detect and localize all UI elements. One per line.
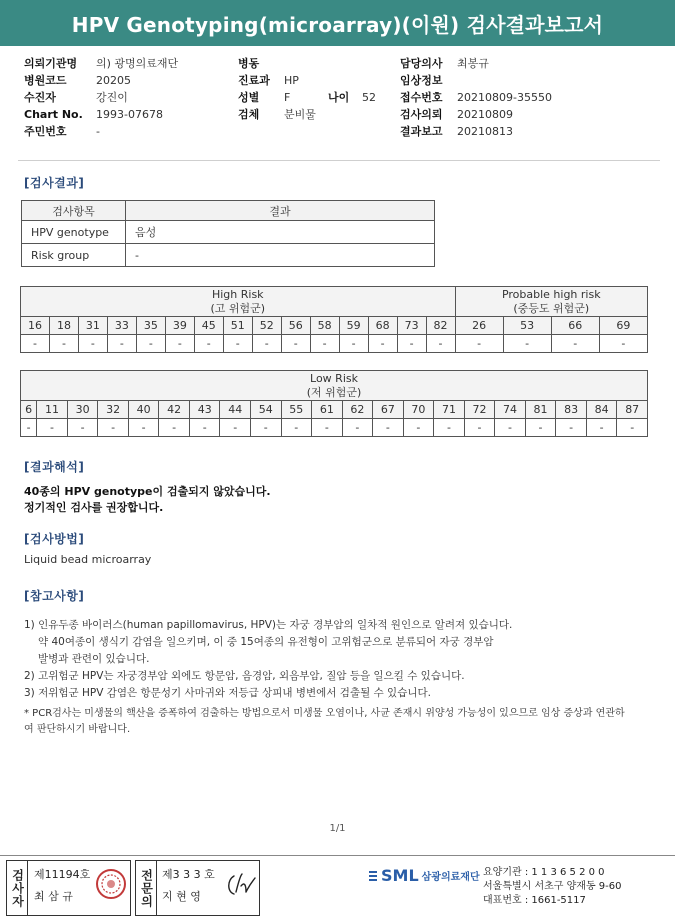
genotype-value-cell: - bbox=[252, 335, 281, 353]
info-col3 bbox=[400, 55, 552, 140]
genotype-type-cell: 40 bbox=[128, 401, 159, 419]
note-line: 약 40여종이 생식기 감염을 일으키며, 이 중 15여종의 유전형이 고위험군으로 분류되어 자궁 경부암 bbox=[38, 636, 494, 648]
label-receipt-no: 접수번호 bbox=[400, 91, 443, 104]
genotype-value-cell: - bbox=[194, 335, 223, 353]
low-risk-table bbox=[20, 370, 648, 437]
label-patient: 수진자 bbox=[24, 91, 56, 104]
label-resident-no: 주민번호 bbox=[24, 125, 67, 138]
genotype-type-cell: 74 bbox=[495, 401, 526, 419]
genotype-type-cell: 53 bbox=[503, 317, 551, 335]
genotype-type-cell: 72 bbox=[464, 401, 495, 419]
probable-risk-group-header bbox=[455, 287, 647, 317]
value-report-date: 20210813 bbox=[457, 125, 513, 138]
genotype-value-cell: - bbox=[342, 419, 373, 437]
high-risk-group-header bbox=[21, 287, 456, 317]
specialist-info bbox=[162, 866, 215, 906]
method-text: Liquid bead microarray bbox=[24, 553, 152, 566]
genotype-value-cell: - bbox=[599, 335, 647, 353]
row-result: 음성 bbox=[126, 221, 435, 244]
genotype-value-cell: - bbox=[21, 419, 37, 437]
info-col1 bbox=[24, 55, 178, 140]
interpretation-text bbox=[24, 484, 271, 516]
genotype-type-cell: 18 bbox=[49, 317, 78, 335]
genotype-value-cell: - bbox=[339, 335, 368, 353]
label-request-date: 검사의뢰 bbox=[400, 108, 443, 121]
genotype-value-cell: - bbox=[128, 419, 159, 437]
genotype-value-cell: - bbox=[21, 335, 50, 353]
label-sex: 성별 bbox=[238, 91, 260, 104]
genotype-type-cell: 70 bbox=[403, 401, 434, 419]
genotype-value-cell: - bbox=[426, 335, 455, 353]
genotype-type-cell: 51 bbox=[223, 317, 252, 335]
info-divider bbox=[18, 160, 660, 161]
contact-info bbox=[483, 866, 622, 908]
label-chart-no: Chart No. bbox=[24, 108, 83, 121]
genotype-value-cell: - bbox=[556, 419, 587, 437]
note-line: 발병과 관련이 있습니다. bbox=[38, 653, 150, 665]
specialist-name: 지 현 영 bbox=[162, 890, 201, 903]
value-receipt-no: 20210809-35550 bbox=[457, 91, 552, 104]
logo-name: 삼광의료재단 bbox=[421, 872, 480, 883]
specialist-tag-text: 전문의 bbox=[139, 868, 154, 908]
genotype-value-cell: - bbox=[495, 419, 526, 437]
genotype-value-cell: - bbox=[434, 419, 465, 437]
genotype-type-cell: 16 bbox=[21, 317, 50, 335]
examiner-tag-text: 검사자 bbox=[10, 868, 25, 908]
genotype-value-cell: - bbox=[107, 335, 136, 353]
section-interpretation-title: [결과해석] bbox=[24, 460, 85, 474]
genotype-type-cell: 68 bbox=[368, 317, 397, 335]
specialist-tag bbox=[135, 860, 157, 916]
genotype-type-row bbox=[21, 401, 648, 419]
contact-line: 대표번호 : 1661-5117 bbox=[483, 895, 586, 906]
row-result: - bbox=[126, 244, 435, 267]
genotype-type-cell: 83 bbox=[556, 401, 587, 419]
high-risk-title: High Risk bbox=[211, 287, 264, 301]
genotype-type-cell: 71 bbox=[434, 401, 465, 419]
label-department: 진료과 bbox=[238, 74, 270, 87]
section-method-title: [검사방법] bbox=[24, 532, 85, 546]
note-line: 1) 인유두종 바이러스(human papillomavirus, HPV)는 자궁 경부암의 일차적 원인으로 알려져 있습니다. bbox=[24, 619, 513, 631]
genotype-value-cell: - bbox=[551, 335, 599, 353]
genotype-value-row bbox=[21, 335, 648, 353]
label-institution: 의뢰기관명 bbox=[24, 57, 78, 70]
report-title: HPV Genotyping(microarray)(이원) 검사결과보고서 bbox=[0, 0, 675, 46]
genotype-type-cell: 26 bbox=[455, 317, 503, 335]
genotype-value-cell: - bbox=[98, 419, 129, 437]
page-number: 1/1 bbox=[329, 823, 346, 834]
value-hospital-code: 20205 bbox=[96, 74, 131, 87]
genotype-type-cell: 58 bbox=[310, 317, 339, 335]
genotype-type-cell: 55 bbox=[281, 401, 312, 419]
genotype-value-cell: - bbox=[503, 335, 551, 353]
result-header-row bbox=[22, 201, 435, 221]
probable-risk-subtitle: (중등도 위험군) bbox=[513, 301, 590, 315]
genotype-value-cell: - bbox=[78, 335, 107, 353]
specialist-license: 제3 3 3 호 bbox=[162, 868, 215, 881]
genotype-value-row bbox=[21, 419, 648, 437]
genotype-value-cell: - bbox=[368, 335, 397, 353]
note-line: 3) 저위험군 HPV 감염은 항문성기 사마귀와 저등급 상피내 병변에서 검출될 수 있습니다. bbox=[24, 687, 431, 699]
genotype-type-cell: 42 bbox=[159, 401, 190, 419]
genotype-value-cell: - bbox=[165, 335, 194, 353]
genotype-type-cell: 66 bbox=[551, 317, 599, 335]
examiner-info bbox=[34, 866, 90, 906]
genotype-type-cell: 82 bbox=[426, 317, 455, 335]
value-resident-no: - bbox=[96, 125, 100, 138]
genotype-type-cell: 32 bbox=[98, 401, 129, 419]
genotype-value-cell: - bbox=[251, 419, 282, 437]
examiner-name: 최 삼 규 bbox=[34, 890, 73, 903]
high-risk-table bbox=[20, 286, 648, 353]
genotype-type-cell: 56 bbox=[281, 317, 310, 335]
genotype-value-cell: - bbox=[136, 335, 165, 353]
value-request-date: 20210809 bbox=[457, 108, 513, 121]
genotype-value-cell: - bbox=[189, 419, 220, 437]
genotype-value-cell: - bbox=[310, 335, 339, 353]
row-item: HPV genotype bbox=[22, 221, 126, 244]
genotype-type-cell: 33 bbox=[107, 317, 136, 335]
value-patient: 강진이 bbox=[96, 91, 128, 104]
genotype-value-cell: - bbox=[220, 419, 251, 437]
label-doctor: 담당의사 bbox=[400, 57, 443, 70]
value-institution: 의) 광명의료재단 bbox=[96, 57, 179, 70]
genotype-type-cell: 52 bbox=[252, 317, 281, 335]
genotype-type-row bbox=[21, 317, 648, 335]
pcr-note: * PCR검사는 미생물의 핵산을 증폭하여 검출하는 방법으로서 미생물 오염이나, 사균 존재시 위양성 가능성이 있으므로 임상 증상과 연관하여 판단하시기 바랍니다. bbox=[24, 708, 625, 735]
value-age: 52 bbox=[362, 91, 376, 104]
genotype-type-cell: 81 bbox=[525, 401, 556, 419]
genotype-value-cell: - bbox=[586, 419, 617, 437]
genotype-value-cell: - bbox=[464, 419, 495, 437]
examiner-license: 제11194호 bbox=[34, 868, 91, 881]
interpretation-line: 40종의 HPV genotype이 검출되지 않았습니다. bbox=[24, 485, 271, 498]
genotype-value-cell: - bbox=[159, 419, 190, 437]
logo-text: SML bbox=[381, 866, 419, 885]
value-department: HP bbox=[284, 74, 299, 87]
value-sex: F bbox=[284, 91, 291, 104]
genotype-type-cell: 59 bbox=[339, 317, 368, 335]
contact-line: 서울특별시 서초구 양재동 9-60 bbox=[483, 881, 622, 892]
genotype-type-cell: 45 bbox=[194, 317, 223, 335]
label-report-date: 결과보고 bbox=[400, 125, 443, 138]
genotype-value-cell: - bbox=[281, 419, 312, 437]
genotype-type-cell: 73 bbox=[397, 317, 426, 335]
signature-icon bbox=[224, 870, 258, 898]
sml-logo-icon bbox=[367, 869, 379, 883]
genotype-type-cell: 30 bbox=[67, 401, 98, 419]
probable-risk-title: Probable high risk bbox=[501, 287, 601, 301]
genotype-value-cell: - bbox=[373, 419, 404, 437]
genotype-type-cell: 69 bbox=[599, 317, 647, 335]
genotype-value-cell: - bbox=[49, 335, 78, 353]
header-result: 결과 bbox=[126, 201, 435, 221]
genotype-value-cell: - bbox=[397, 335, 426, 353]
interpretation-line: 정기적인 검사를 권장합니다. bbox=[24, 501, 164, 514]
genotype-type-cell: 31 bbox=[78, 317, 107, 335]
genotype-value-cell: - bbox=[403, 419, 434, 437]
label-ward: 병동 bbox=[238, 57, 260, 70]
genotype-value-cell: - bbox=[67, 419, 98, 437]
sml-logo bbox=[367, 866, 480, 885]
high-risk-subtitle: (고 위험군) bbox=[210, 301, 266, 315]
genotype-value-cell: - bbox=[37, 419, 68, 437]
row-item: Risk group bbox=[22, 244, 126, 267]
label-hospital-code: 병원코드 bbox=[24, 74, 67, 87]
table-row bbox=[22, 244, 435, 267]
genotype-type-cell: 39 bbox=[165, 317, 194, 335]
value-specimen: 분비물 bbox=[284, 108, 316, 121]
table-row bbox=[22, 221, 435, 244]
notes-list bbox=[24, 617, 512, 702]
label-age: 나이 bbox=[328, 91, 350, 104]
genotype-value-cell: - bbox=[525, 419, 556, 437]
value-doctor: 최봉규 bbox=[457, 57, 489, 70]
label-clinical-info: 임상정보 bbox=[400, 74, 443, 87]
footer-divider bbox=[0, 855, 675, 856]
genotype-type-cell: 35 bbox=[136, 317, 165, 335]
genotype-type-cell: 43 bbox=[189, 401, 220, 419]
note-line: 2) 고위험군 HPV는 자궁경부암 외에도 항문암, 음경암, 외음부암, 질암 등을 일으킬 수 있습니다. bbox=[24, 670, 465, 682]
examiner-tag bbox=[6, 860, 28, 916]
low-risk-subtitle: (저 위험군) bbox=[306, 385, 362, 399]
contact-line: 요양기관 : 1 1 3 6 5 2 0 0 bbox=[483, 867, 605, 878]
genotype-type-cell: 54 bbox=[251, 401, 282, 419]
genotype-type-cell: 62 bbox=[342, 401, 373, 419]
genotype-type-cell: 44 bbox=[220, 401, 251, 419]
genotype-type-cell: 87 bbox=[617, 401, 648, 419]
genotype-type-cell: 84 bbox=[586, 401, 617, 419]
value-chart-no: 1993-07678 bbox=[96, 108, 163, 121]
low-risk-group-header bbox=[21, 371, 648, 401]
genotype-type-cell: 61 bbox=[312, 401, 343, 419]
low-risk-title: Low Risk bbox=[310, 371, 358, 385]
seal-icon bbox=[95, 868, 127, 900]
genotype-value-cell: - bbox=[617, 419, 648, 437]
genotype-type-cell: 11 bbox=[37, 401, 68, 419]
info-col2 bbox=[238, 55, 376, 123]
genotype-value-cell: - bbox=[312, 419, 343, 437]
genotype-type-cell: 6 bbox=[21, 401, 37, 419]
genotype-value-cell: - bbox=[223, 335, 252, 353]
result-table bbox=[21, 200, 435, 267]
label-specimen: 검체 bbox=[238, 108, 260, 121]
genotype-type-cell: 67 bbox=[373, 401, 404, 419]
genotype-value-cell: - bbox=[281, 335, 310, 353]
header-item: 검사항목 bbox=[22, 201, 126, 221]
genotype-value-cell: - bbox=[455, 335, 503, 353]
section-result-title: [검사결과] bbox=[24, 176, 85, 190]
section-notes-title: [참고사항] bbox=[24, 589, 85, 603]
